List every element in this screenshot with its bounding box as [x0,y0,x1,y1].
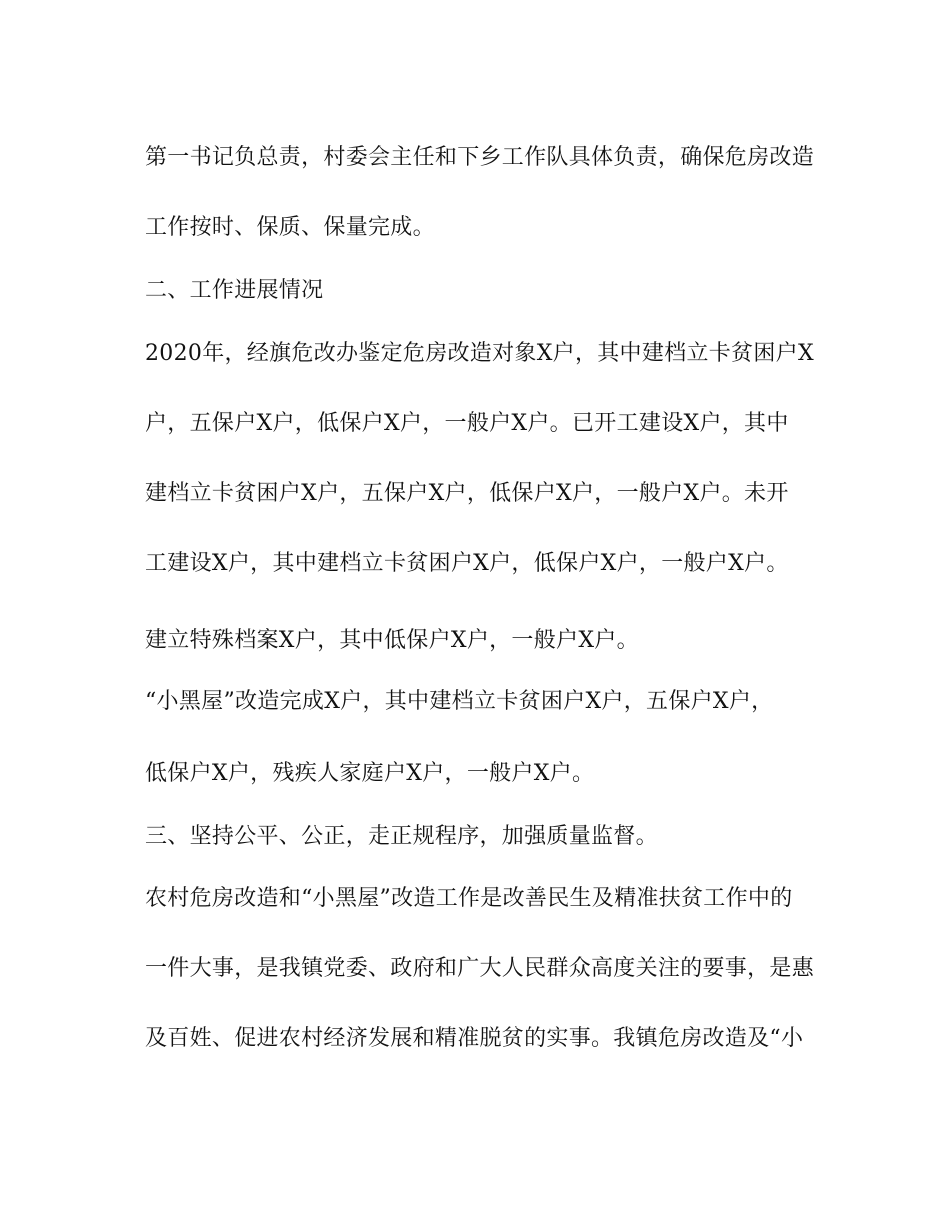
text-line: 建立特殊档案X户，其中低保户X户，一般户X户。 [145,628,639,653]
section-heading: 二、工作进展情况 [145,278,324,303]
text-line: 户，五保户X户，低保户X户，一般户X户。已开工建设X户，其中 [145,411,789,436]
text-line: 第一书记负总责，村委会主任和下乡工作队具体负责，确保危房改造 [145,145,815,170]
text-line: 工作按时、保质、保量完成。 [145,215,435,240]
text-line: 建档立卡贫困户X户，五保户X户，低保户X户，一般户X户。未开 [145,481,789,506]
text-line: 一件大事，是我镇党委、政府和广大人民群众高度关注的要事，是惠 [145,956,815,981]
section-heading: 三、坚持公平、公正，走正规程序，加强质量监督。 [145,824,658,849]
text-line: 工建设X户，其中建档立卡贫困户X户，低保户X户，一般户X户。 [145,551,789,576]
text-line: 农村危房改造和“小黑屋”改造工作是改善民生及精准扶贫工作中的 [145,886,793,911]
text-line: “小黑屋”改造完成X户，其中建档立卡贫困户X户，五保户X户， [145,689,774,714]
text-line: 及百姓、促进农村经济发展和精准脱贫的实事。我镇危房改造及“小 [145,1026,804,1051]
text-line: 2020年，经旗危改办鉴定危房改造对象X户，其中建档立卡贫困户X [145,341,814,366]
text-line: 低保户X户，残疾人家庭户X户，一般户X户。 [145,761,595,786]
